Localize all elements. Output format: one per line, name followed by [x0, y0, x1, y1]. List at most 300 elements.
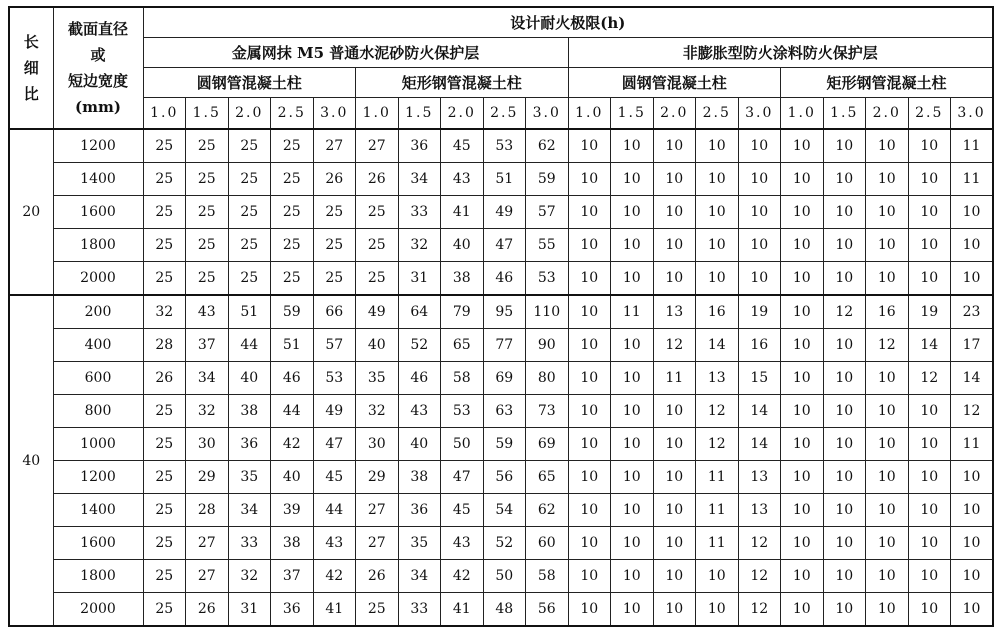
thickness-cell: 10	[823, 229, 866, 262]
thickness-cell: 10	[611, 593, 654, 627]
table-row	[9, 229, 993, 262]
thickness-cell: 25	[228, 163, 271, 196]
thickness-cell: 69	[526, 428, 569, 461]
thickness-cell: 25	[271, 229, 314, 262]
thickness-cell: 25	[143, 461, 186, 494]
thickness-cell: 27	[356, 494, 399, 527]
hour-header: 2.0	[228, 98, 271, 130]
thickness-cell: 10	[781, 527, 824, 560]
thickness-cell: 49	[313, 395, 356, 428]
thickness-cell: 45	[441, 129, 484, 163]
thickness-cell: 14	[951, 362, 994, 395]
thickness-cell: 10	[908, 593, 951, 627]
hour-header: 2.5	[696, 98, 739, 130]
thickness-cell: 14	[908, 329, 951, 362]
thickness-cell: 34	[398, 163, 441, 196]
thickness-cell: 10	[653, 163, 696, 196]
thickness-cell: 10	[568, 593, 611, 627]
thickness-cell: 10	[653, 229, 696, 262]
thickness-cell: 41	[313, 593, 356, 627]
hour-header: 1.5	[398, 98, 441, 130]
thickness-cell: 25	[186, 196, 229, 229]
round-column-header-a: 圆钢管混凝土柱	[143, 68, 356, 98]
thickness-cell: 38	[398, 461, 441, 494]
thickness-cell: 25	[228, 262, 271, 296]
thickness-cell: 11	[611, 295, 654, 329]
thickness-cell: 10	[866, 461, 909, 494]
thickness-cell: 10	[908, 494, 951, 527]
thickness-cell: 25	[143, 494, 186, 527]
thickness-cell: 10	[823, 129, 866, 163]
thickness-cell: 65	[441, 329, 484, 362]
thickness-cell: 10	[823, 461, 866, 494]
thickness-cell: 10	[781, 395, 824, 428]
thickness-cell: 31	[228, 593, 271, 627]
thickness-cell: 10	[951, 560, 994, 593]
thickness-cell: 58	[441, 362, 484, 395]
thickness-cell: 10	[653, 527, 696, 560]
thickness-cell: 10	[823, 362, 866, 395]
thickness-cell: 40	[398, 428, 441, 461]
thickness-cell: 55	[526, 229, 569, 262]
section-size-cell: 2000	[53, 593, 143, 627]
thickness-cell: 25	[186, 163, 229, 196]
section-size-cell: 1800	[53, 560, 143, 593]
thickness-cell: 31	[398, 262, 441, 296]
thickness-cell: 10	[653, 129, 696, 163]
thickness-cell: 65	[526, 461, 569, 494]
thickness-cell: 59	[526, 163, 569, 196]
thickness-cell: 10	[781, 593, 824, 627]
section-size-cell: 1400	[53, 494, 143, 527]
thickness-cell: 30	[356, 428, 399, 461]
thickness-cell: 57	[526, 196, 569, 229]
thickness-cell: 12	[738, 593, 781, 627]
thickness-cell: 41	[441, 593, 484, 627]
thickness-cell: 10	[653, 593, 696, 627]
thickness-cell: 10	[951, 262, 994, 296]
thickness-cell: 10	[866, 196, 909, 229]
thickness-cell: 40	[441, 229, 484, 262]
thickness-cell: 11	[653, 362, 696, 395]
thickness-cell: 53	[441, 395, 484, 428]
thickness-cell: 35	[356, 362, 399, 395]
table-row	[9, 262, 993, 296]
thickness-cell: 10	[738, 196, 781, 229]
thickness-cell: 40	[271, 461, 314, 494]
thickness-cell: 25	[356, 593, 399, 627]
thickness-cell: 43	[441, 527, 484, 560]
thickness-cell: 10	[781, 560, 824, 593]
hour-header: 1.0	[356, 98, 399, 130]
thickness-cell: 10	[611, 461, 654, 494]
table-row	[9, 461, 993, 494]
thickness-cell: 53	[313, 362, 356, 395]
hour-header: 2.0	[653, 98, 696, 130]
thickness-cell: 95	[483, 295, 526, 329]
thickness-cell: 25	[143, 129, 186, 163]
thickness-cell: 49	[356, 295, 399, 329]
thickness-cell: 10	[568, 196, 611, 229]
thickness-cell: 38	[271, 527, 314, 560]
table-row	[9, 295, 993, 329]
thickness-cell: 12	[908, 362, 951, 395]
thickness-cell: 10	[568, 295, 611, 329]
thickness-cell: 28	[186, 494, 229, 527]
thickness-cell: 10	[823, 593, 866, 627]
table-row	[9, 362, 993, 395]
hour-header: 1.0	[143, 98, 186, 130]
thickness-cell: 54	[483, 494, 526, 527]
thickness-cell: 25	[143, 196, 186, 229]
thickness-cell: 10	[908, 461, 951, 494]
thickness-cell: 10	[611, 362, 654, 395]
thickness-cell: 10	[908, 262, 951, 296]
thickness-cell: 10	[866, 362, 909, 395]
thickness-cell: 10	[781, 461, 824, 494]
thickness-cell: 10	[568, 129, 611, 163]
thickness-cell: 36	[271, 593, 314, 627]
thickness-cell: 37	[186, 329, 229, 362]
section-size-cell: 1200	[53, 129, 143, 163]
thickness-cell: 10	[611, 494, 654, 527]
table-row	[9, 395, 993, 428]
section-size-header: 截面直径 或 短边宽度 (mm)	[53, 7, 143, 129]
thickness-cell: 42	[271, 428, 314, 461]
thickness-cell: 47	[313, 428, 356, 461]
table-row	[9, 329, 993, 362]
thickness-cell: 25	[356, 229, 399, 262]
thickness-cell: 10	[908, 527, 951, 560]
thickness-cell: 51	[271, 329, 314, 362]
thickness-cell: 10	[611, 163, 654, 196]
thickness-cell: 45	[313, 461, 356, 494]
thickness-cell: 14	[696, 329, 739, 362]
thickness-cell: 10	[823, 527, 866, 560]
thickness-cell: 56	[526, 593, 569, 627]
thickness-cell: 10	[781, 428, 824, 461]
thickness-cell: 25	[143, 593, 186, 627]
thickness-cell: 10	[823, 196, 866, 229]
thickness-cell: 66	[313, 295, 356, 329]
thickness-cell: 10	[653, 461, 696, 494]
thickness-cell: 32	[398, 229, 441, 262]
hour-header: 1.5	[611, 98, 654, 130]
thickness-cell: 13	[738, 494, 781, 527]
thickness-cell: 10	[866, 560, 909, 593]
fire-protection-thickness-table	[8, 6, 994, 627]
thickness-cell: 26	[356, 163, 399, 196]
thickness-cell: 16	[866, 295, 909, 329]
thickness-cell: 10	[951, 494, 994, 527]
hour-header: 3.0	[951, 98, 994, 130]
thickness-cell: 10	[696, 163, 739, 196]
thickness-cell: 10	[568, 461, 611, 494]
thickness-cell: 11	[951, 163, 994, 196]
thickness-cell: 26	[313, 163, 356, 196]
thickness-cell: 40	[228, 362, 271, 395]
thickness-cell: 10	[611, 196, 654, 229]
thickness-cell: 57	[313, 329, 356, 362]
thickness-cell: 10	[611, 229, 654, 262]
thickness-cell: 34	[228, 494, 271, 527]
thickness-cell: 10	[908, 229, 951, 262]
thickness-cell: 10	[568, 395, 611, 428]
thickness-cell: 10	[908, 163, 951, 196]
thickness-cell: 25	[186, 129, 229, 163]
thickness-cell: 27	[313, 129, 356, 163]
table-row	[9, 593, 993, 627]
thickness-cell: 42	[441, 560, 484, 593]
thickness-cell: 25	[228, 196, 271, 229]
hours-header-row	[9, 98, 993, 130]
thickness-cell: 10	[951, 461, 994, 494]
thickness-cell: 10	[696, 560, 739, 593]
thickness-cell: 10	[908, 428, 951, 461]
thickness-cell: 10	[568, 262, 611, 296]
section-size-cell: 1600	[53, 196, 143, 229]
thickness-cell: 59	[483, 428, 526, 461]
thickness-cell: 10	[823, 560, 866, 593]
thickness-cell: 17	[951, 329, 994, 362]
thickness-cell: 51	[483, 163, 526, 196]
thickness-cell: 10	[738, 129, 781, 163]
thickness-cell: 10	[866, 593, 909, 627]
thickness-cell: 25	[143, 163, 186, 196]
hour-header: 2.0	[441, 98, 484, 130]
thickness-cell: 10	[908, 395, 951, 428]
thickness-cell: 12	[951, 395, 994, 428]
thickness-cell: 10	[951, 593, 994, 627]
thickness-cell: 63	[483, 395, 526, 428]
thickness-cell: 10	[653, 428, 696, 461]
thickness-cell: 32	[228, 560, 271, 593]
thickness-cell: 10	[738, 262, 781, 296]
thickness-cell: 10	[611, 262, 654, 296]
table-row	[9, 129, 993, 163]
coating-protection-header: 非膨胀型防火涂料防火保护层	[568, 38, 993, 68]
thickness-cell: 11	[696, 527, 739, 560]
thickness-cell: 44	[271, 395, 314, 428]
thickness-cell: 16	[696, 295, 739, 329]
thickness-cell: 25	[143, 395, 186, 428]
thickness-cell: 10	[568, 494, 611, 527]
thickness-cell: 38	[441, 262, 484, 296]
hour-header: 1.0	[781, 98, 824, 130]
thickness-cell: 37	[271, 560, 314, 593]
thickness-cell: 10	[653, 196, 696, 229]
thickness-cell: 10	[823, 329, 866, 362]
round-column-header-b: 圆钢管混凝土柱	[568, 68, 781, 98]
thickness-cell: 25	[271, 129, 314, 163]
thickness-cell: 13	[696, 362, 739, 395]
thickness-cell: 12	[653, 329, 696, 362]
thickness-cell: 35	[398, 527, 441, 560]
hour-header: 2.5	[483, 98, 526, 130]
thickness-cell: 46	[398, 362, 441, 395]
thickness-cell: 19	[738, 295, 781, 329]
thickness-cell: 25	[143, 527, 186, 560]
thickness-cell: 10	[653, 395, 696, 428]
rect-column-header-b: 矩形钢管混凝土柱	[781, 68, 994, 98]
thickness-cell: 25	[228, 229, 271, 262]
thickness-cell: 10	[951, 527, 994, 560]
thickness-cell: 110	[526, 295, 569, 329]
thickness-cell: 12	[738, 560, 781, 593]
thickness-cell: 34	[398, 560, 441, 593]
thickness-cell: 10	[781, 295, 824, 329]
table-row	[9, 560, 993, 593]
mortar-protection-header: 金属网抹 M5 普通水泥砂防火保护层	[143, 38, 568, 68]
thickness-cell: 44	[228, 329, 271, 362]
thickness-cell: 10	[823, 428, 866, 461]
thickness-cell: 10	[781, 262, 824, 296]
design-fire-limit-header: 设计耐火极限(h)	[143, 7, 993, 38]
thickness-cell: 10	[781, 196, 824, 229]
section-size-cell: 600	[53, 362, 143, 395]
thickness-cell: 32	[186, 395, 229, 428]
thickness-cell: 10	[951, 229, 994, 262]
thickness-cell: 25	[313, 229, 356, 262]
thickness-cell: 80	[526, 362, 569, 395]
thickness-cell: 25	[228, 129, 271, 163]
thickness-cell: 32	[356, 395, 399, 428]
thickness-cell: 10	[908, 129, 951, 163]
thickness-cell: 43	[186, 295, 229, 329]
thickness-cell: 47	[441, 461, 484, 494]
thickness-cell: 11	[951, 428, 994, 461]
thickness-cell: 34	[186, 362, 229, 395]
thickness-cell: 79	[441, 295, 484, 329]
section-size-cell: 2000	[53, 262, 143, 296]
thickness-cell: 50	[483, 560, 526, 593]
thickness-cell: 25	[186, 229, 229, 262]
thickness-cell: 38	[228, 395, 271, 428]
thickness-cell: 25	[356, 196, 399, 229]
thickness-cell: 10	[738, 229, 781, 262]
thickness-cell: 10	[866, 262, 909, 296]
thickness-cell: 27	[356, 129, 399, 163]
thickness-cell: 32	[143, 295, 186, 329]
thickness-cell: 14	[738, 395, 781, 428]
thickness-cell: 51	[228, 295, 271, 329]
thickness-cell: 10	[866, 229, 909, 262]
thickness-cell: 27	[186, 560, 229, 593]
thickness-cell: 10	[568, 362, 611, 395]
thickness-cell: 49	[483, 196, 526, 229]
thickness-cell: 25	[143, 229, 186, 262]
thickness-cell: 29	[356, 461, 399, 494]
thickness-cell: 10	[696, 593, 739, 627]
thickness-cell: 11	[951, 129, 994, 163]
thickness-cell: 10	[823, 163, 866, 196]
thickness-cell: 10	[568, 329, 611, 362]
thickness-cell: 58	[526, 560, 569, 593]
table-row	[9, 428, 993, 461]
thickness-cell: 64	[398, 295, 441, 329]
section-size-cell: 1200	[53, 461, 143, 494]
thickness-cell: 10	[866, 494, 909, 527]
thickness-cell: 26	[356, 560, 399, 593]
thickness-cell: 11	[696, 461, 739, 494]
thickness-cell: 25	[143, 560, 186, 593]
thickness-cell: 10	[823, 262, 866, 296]
thickness-cell: 26	[143, 362, 186, 395]
thickness-cell: 12	[823, 295, 866, 329]
thickness-cell: 10	[696, 262, 739, 296]
thickness-cell: 69	[483, 362, 526, 395]
hour-header: 2.0	[866, 98, 909, 130]
hour-header: 1.0	[568, 98, 611, 130]
thickness-cell: 41	[441, 196, 484, 229]
thickness-cell: 60	[526, 527, 569, 560]
thickness-cell: 11	[696, 494, 739, 527]
thickness-cell: 43	[398, 395, 441, 428]
thickness-cell: 10	[611, 329, 654, 362]
thickness-cell: 25	[143, 262, 186, 296]
thickness-cell: 10	[568, 527, 611, 560]
section-size-cell: 1000	[53, 428, 143, 461]
thickness-cell: 46	[271, 362, 314, 395]
thickness-cell: 10	[908, 196, 951, 229]
thickness-cell: 27	[186, 527, 229, 560]
thickness-cell: 10	[908, 560, 951, 593]
slenderness-cell: 40	[9, 295, 53, 626]
thickness-cell: 10	[696, 196, 739, 229]
thickness-cell: 13	[738, 461, 781, 494]
thickness-cell: 10	[611, 395, 654, 428]
thickness-cell: 33	[398, 593, 441, 627]
table-row	[9, 196, 993, 229]
thickness-cell: 13	[653, 295, 696, 329]
thickness-cell: 52	[398, 329, 441, 362]
thickness-cell: 73	[526, 395, 569, 428]
thickness-cell: 10	[951, 196, 994, 229]
thickness-cell: 25	[356, 262, 399, 296]
thickness-cell: 25	[271, 262, 314, 296]
thickness-cell: 33	[398, 196, 441, 229]
slenderness-cell: 20	[9, 129, 53, 295]
thickness-cell: 10	[781, 329, 824, 362]
thickness-cell: 10	[781, 229, 824, 262]
thickness-cell: 12	[696, 395, 739, 428]
thickness-cell: 10	[568, 163, 611, 196]
thickness-cell: 25	[271, 163, 314, 196]
hour-header: 3.0	[738, 98, 781, 130]
thickness-cell: 10	[781, 129, 824, 163]
thickness-cell: 25	[313, 196, 356, 229]
thickness-cell: 10	[781, 362, 824, 395]
thickness-cell: 10	[866, 395, 909, 428]
thickness-cell: 10	[568, 229, 611, 262]
thickness-cell: 10	[696, 229, 739, 262]
thickness-cell: 12	[866, 329, 909, 362]
thickness-cell: 10	[866, 163, 909, 196]
thickness-cell: 47	[483, 229, 526, 262]
thickness-cell: 43	[441, 163, 484, 196]
thickness-cell: 10	[696, 129, 739, 163]
section-size-cell: 200	[53, 295, 143, 329]
thickness-cell: 36	[228, 428, 271, 461]
thickness-cell: 14	[738, 428, 781, 461]
thickness-cell: 10	[653, 262, 696, 296]
thickness-cell: 48	[483, 593, 526, 627]
thickness-cell: 50	[441, 428, 484, 461]
thickness-cell: 10	[781, 494, 824, 527]
table-body	[9, 129, 993, 626]
thickness-cell: 10	[738, 163, 781, 196]
thickness-cell: 45	[441, 494, 484, 527]
